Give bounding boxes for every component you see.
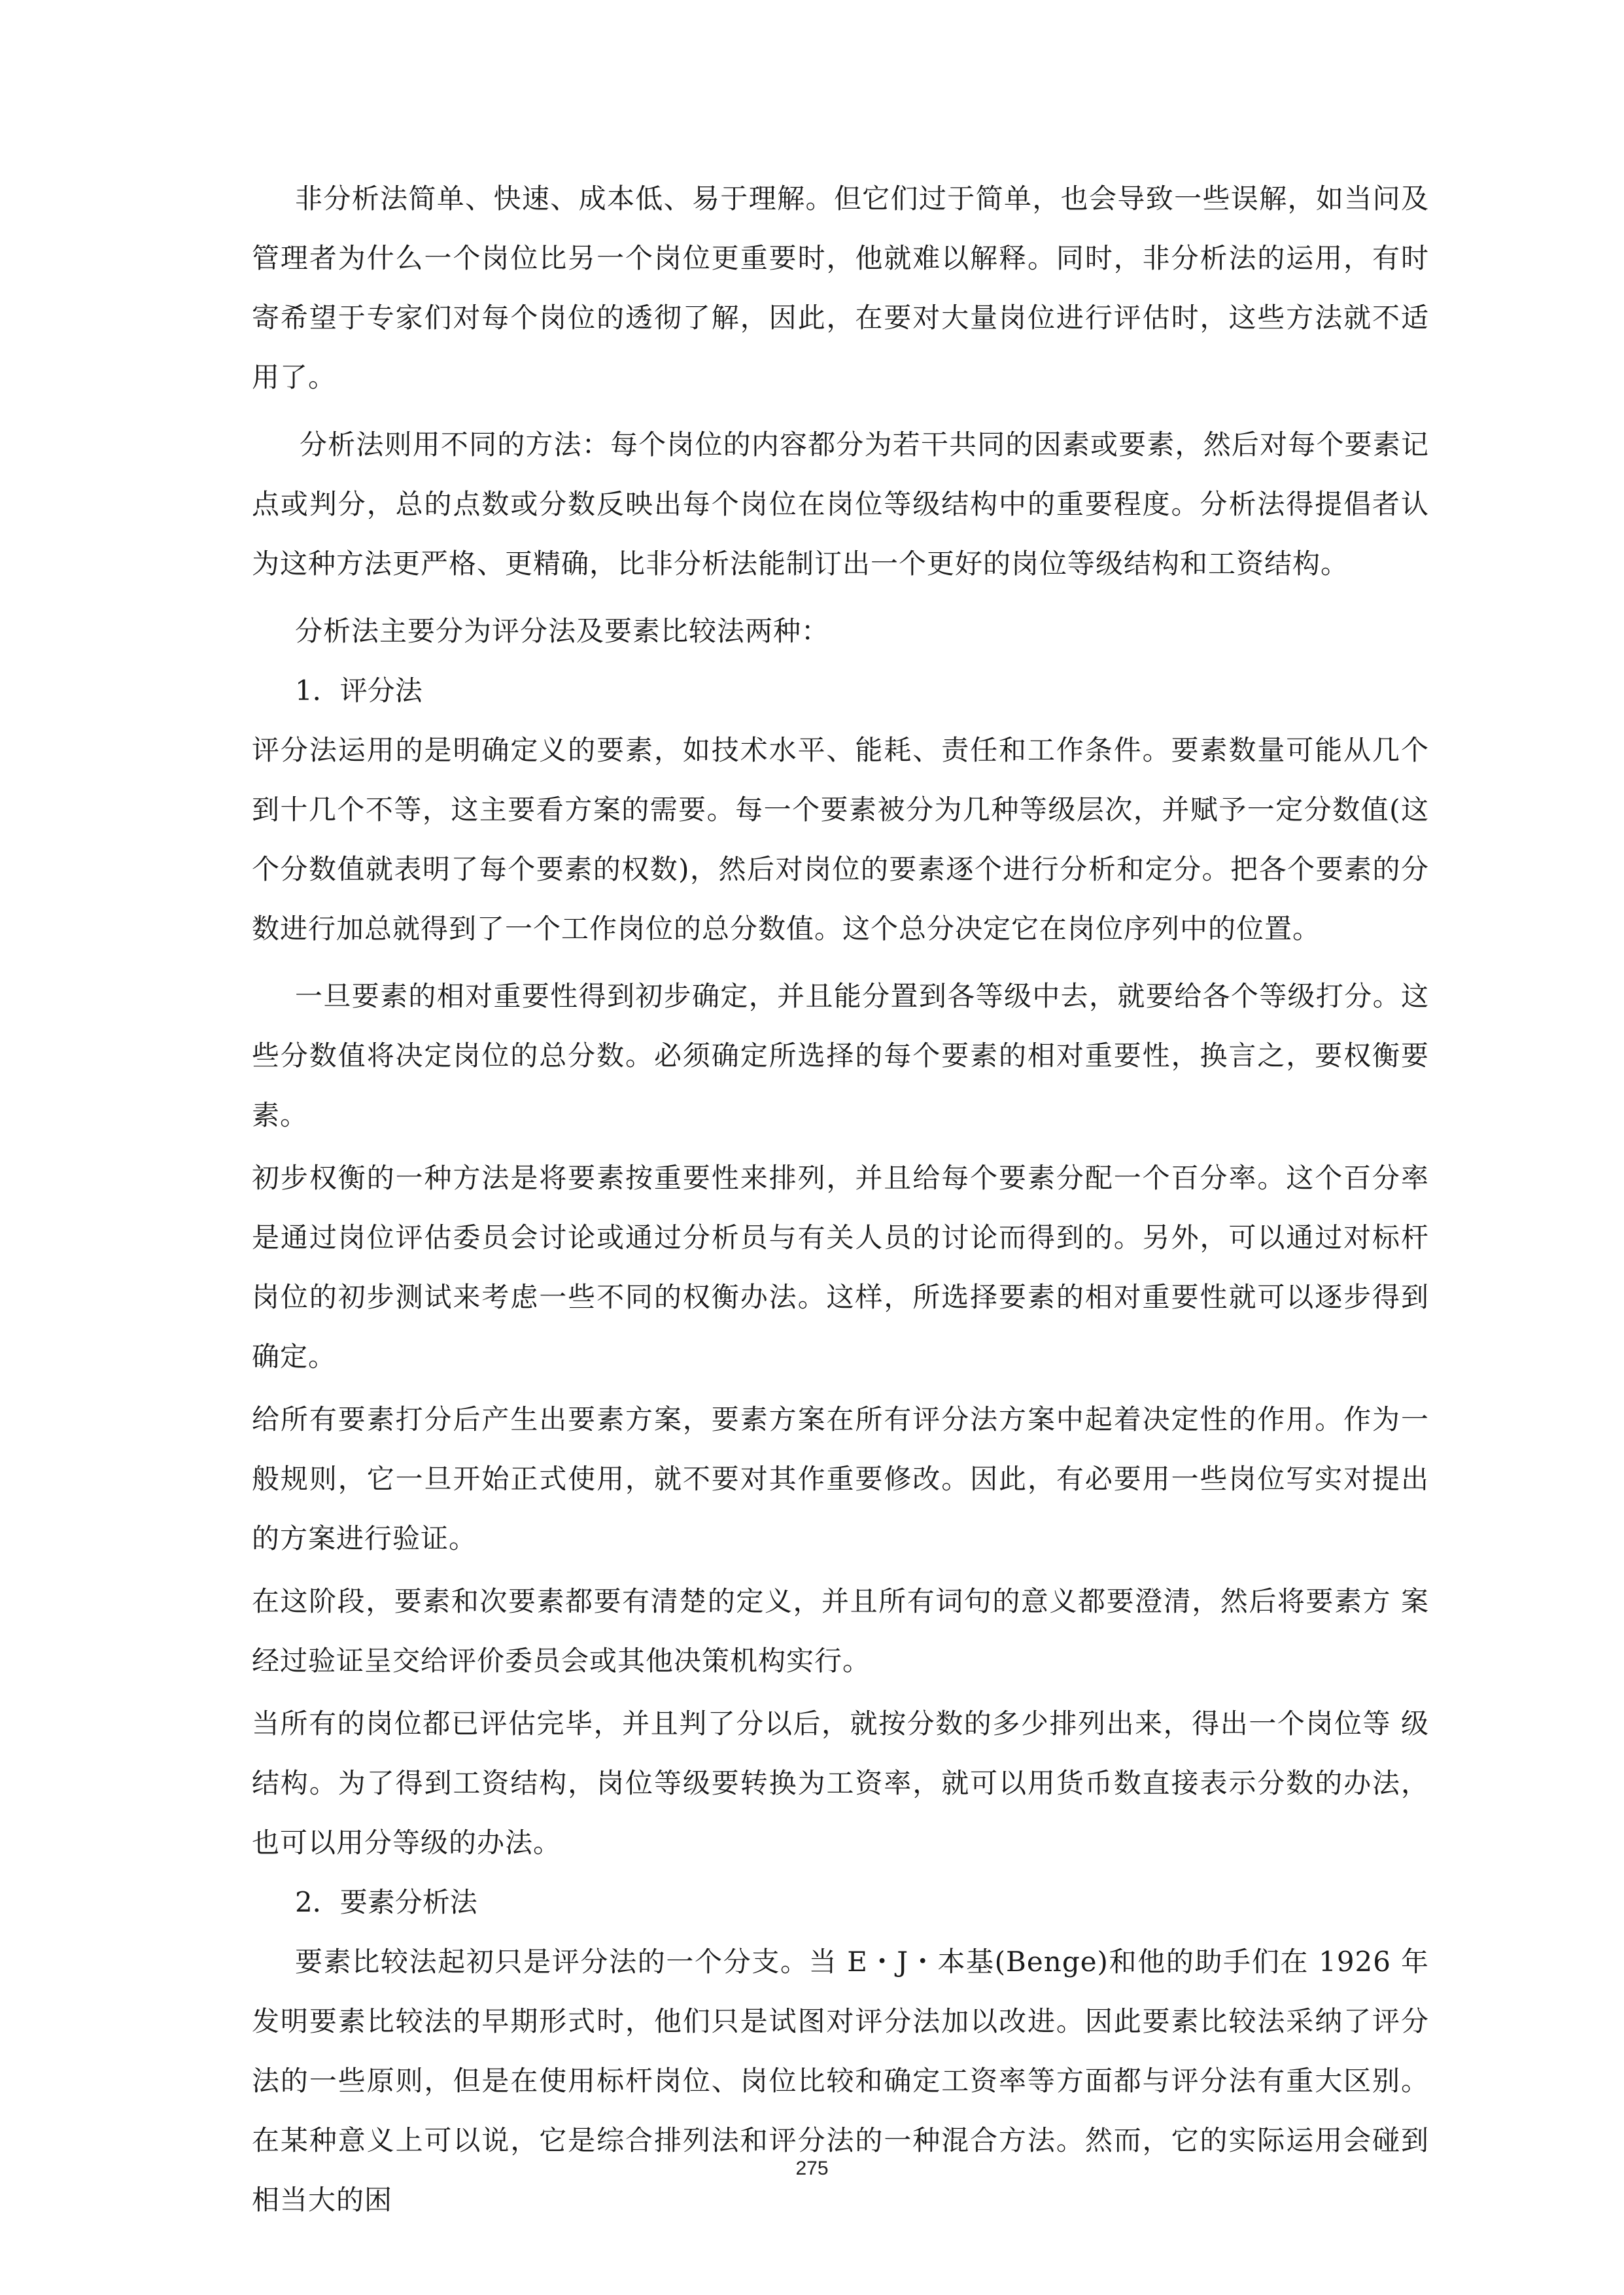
section-heading-factor-method: 2．要素分析法 [295,1886,477,1918]
body-text [252,169,1429,2230]
paragraph-grade-structure: 当所有的岗位都已评估完毕，并且判了分以后，就按分数的多少排列出来，得出一个岗位等 级结构。为了得到工资结构，岗位等级要转换为工资率，就可以用货币数直接表示分数的办法，也可以用分等级的办法。 [252,1708,1429,1859]
paragraph-definitions-stage: 在这阶段，要素和次要素都要有清楚的定义，并且所有词句的意义都要澄清，然后将要素方 案经过验证呈交给评价委员会或其他决策机构实行。 [252,1585,1429,1677]
paragraph-factor-comparison: 要素比较法起初只是评分法的一个分支。当 E・J・本基(Benge)和他的助手们在 1926 年发明要素比较法的早期形式时，他们只是试图对评分法加以改进。因此要素比较法采纳了评分法的一些原则，但是在使用标杆岗位、岗位比较和确定工资率等方面都与评分法有重大区别。在某种意义上可以说，它是综合排列法和评分法的一种混合方法。然而，它的实际运用会碰到相当大的困 [252,1946,1429,2216]
paragraph-analytic-methods: 分析法则用不同的方法：每个岗位的内容都分为若干共同的因素或要素，然后对每个要素记点或判分，总的点数或分数反映出每个岗位在岗位等级结构中的重要程度。分析法得提倡者认为这种方法更严格、更精确，比非分析法能制订出一个更好的岗位等级结构和工资结构。 [252,429,1429,580]
paragraph-point-method-definition: 评分法运用的是明确定义的要素，如技术水平、能耗、责任和工作条件。要素数量可能从几个到十几个不等，这主要看方案的需要。每一个要素被分为几种等级层次，并赋予一定分数值(这个分数值就表明了每个要素的权数)，然后对岗位的要素逐个进行分析和定分。把各个要素的分数进行加总就得到了一个工作岗位的总分数值。这个总分决定它在岗位序列中的位置。 [252,734,1429,945]
paragraph-factor-scheme: 给所有要素打分后产生出要素方案，要素方案在所有评分法方案中起着决定性的作用。作为一般规则，它一旦开始正式使用，就不要对其作重要修改。因此，有必要用一些岗位写实对提出的方案进行验证。 [252,1403,1429,1554]
paragraph-non-analytic-methods: 非分析法简单、快速、成本低、易于理解。但它们过于简单，也会导致一些误解，如当问及管理者为什么一个岗位比另一个岗位更重要时，他就难以解释。同时，非分析法的运用，有时寄希望于专家们对每个岗位的透彻了解，因此，在要对大量岗位进行评估时，这些方法就不适用了。 [252,183,1429,393]
section-heading-point-method: 1．评分法 [295,674,423,707]
paragraph-preliminary-weighting: 初步权衡的一种方法是将要素按重要性来排列，并且给每个要素分配一个百分率。这个百分率是通过岗位评估委员会讨论或通过分析员与有关人员的讨论而得到的。另外，可以通过对标杆岗位的初步测试来考虑一些不同的权衡办法。这样，所选择要素的相对重要性就可以逐步得到确定。 [252,1162,1429,1373]
paragraph-analytic-types: 分析法主要分为评分法及要素比较法两种： [295,615,830,647]
page-number: 275 [795,2158,829,2179]
paragraph-factor-weighting: 一旦要素的相对重要性得到初步确定，并且能分置到各等级中去，就要给各个等级打分。这些分数值将决定岗位的总分数。必须确定所选择的每个要素的相对重要性，换言之，要权衡要素。 [252,980,1429,1131]
